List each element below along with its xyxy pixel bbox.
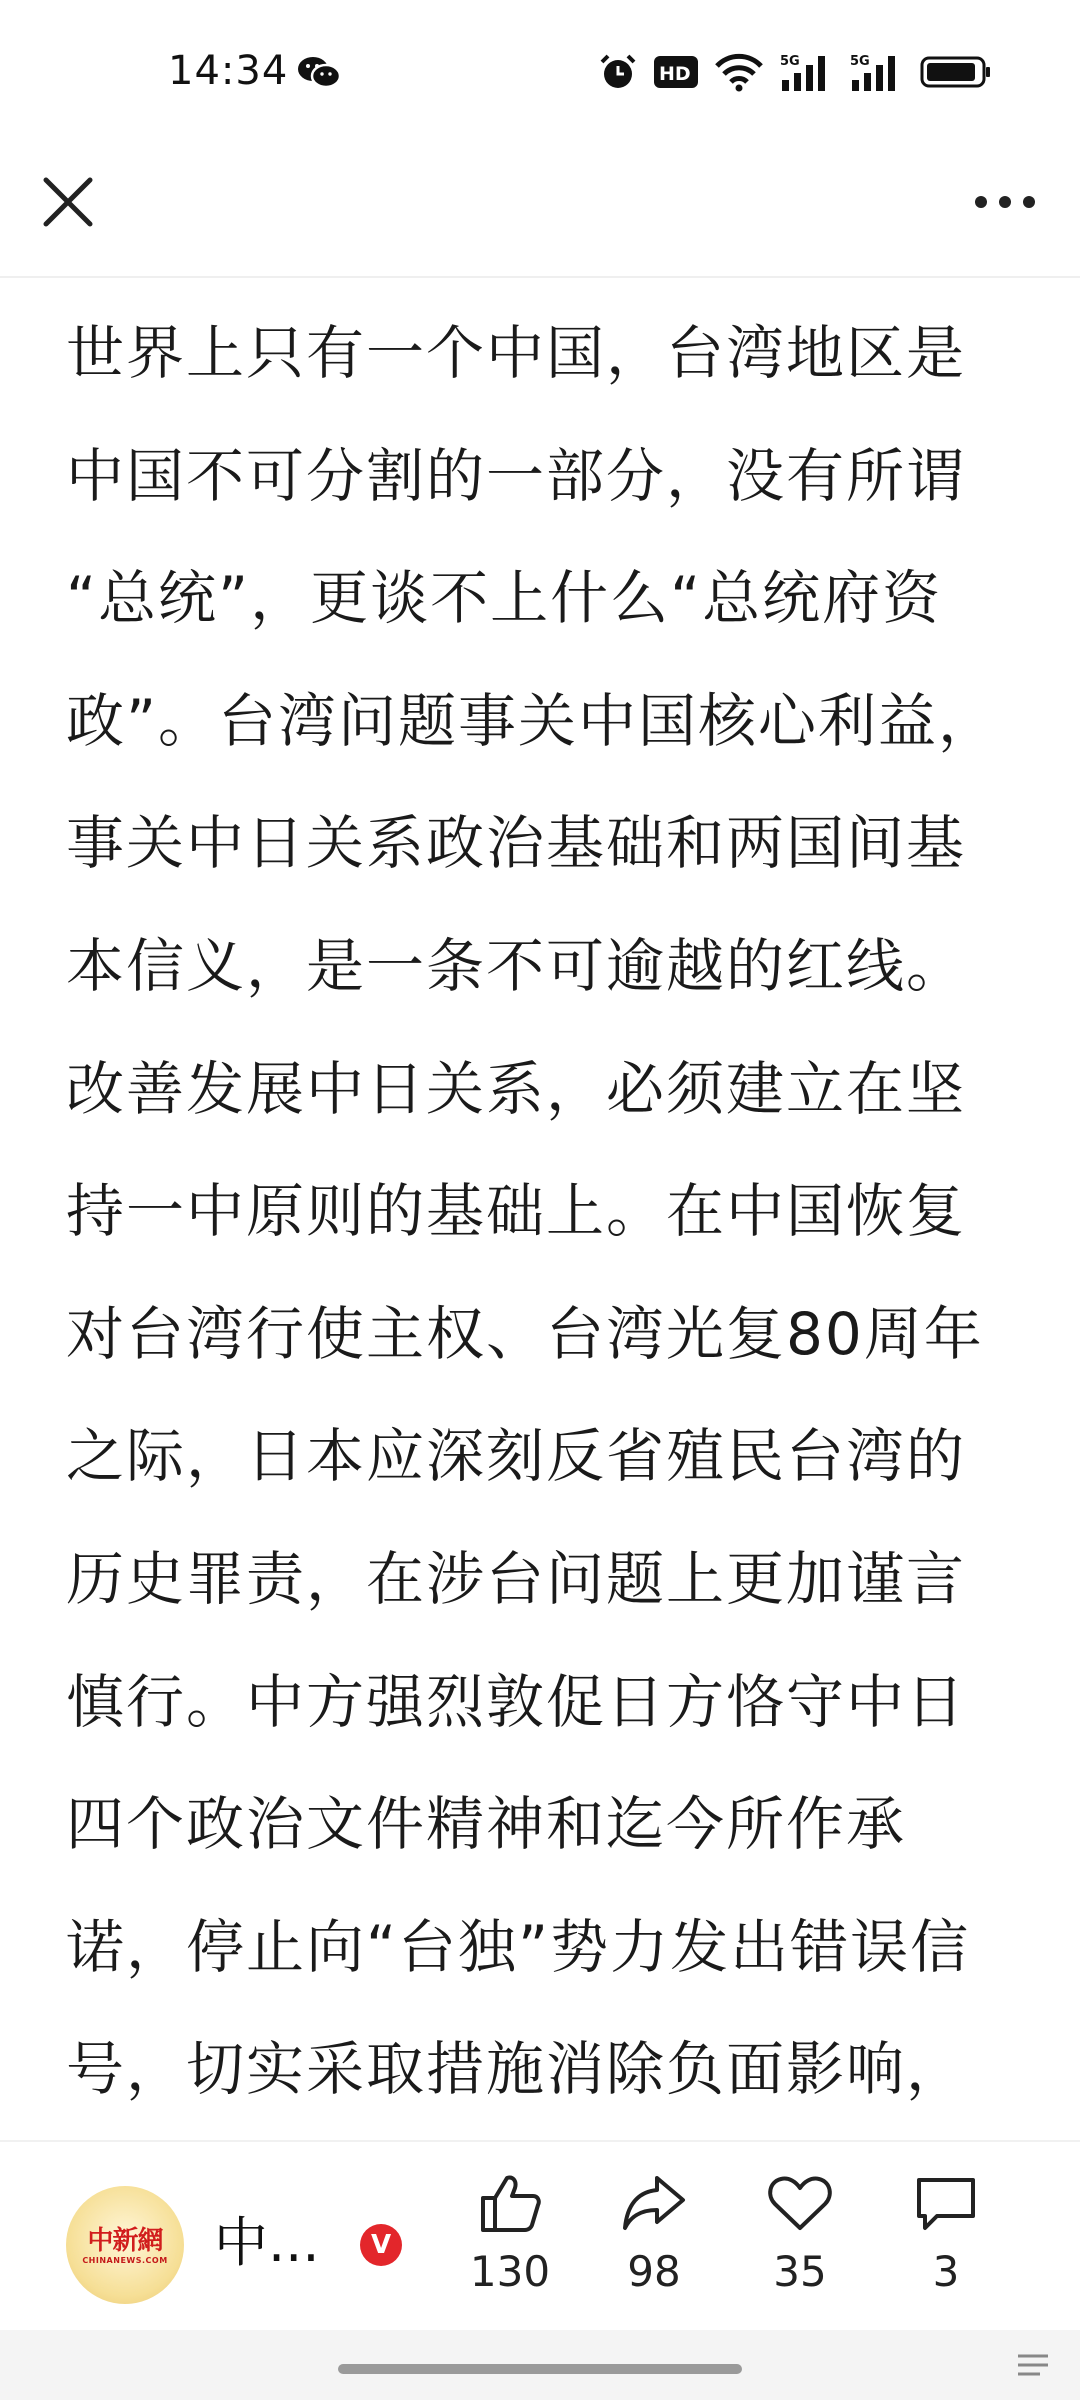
svg-text:5G: 5G [850, 54, 870, 69]
article-line: 持一中原则的基础上。在中国恢复 [66, 1177, 967, 1246]
svg-text:5G: 5G [780, 54, 800, 69]
header-divider [0, 276, 1080, 278]
article-line: 之际，日本应深刻反省殖民台湾的 [66, 1422, 967, 1491]
article-line: 世界上只有一个中国，台湾地区是 [66, 319, 967, 387]
article-line: 四个政治文件精神和迄今所作承 [66, 1790, 907, 1859]
share-button[interactable] [594, 2172, 714, 2322]
article-line: 诺，停止向“台独”势力发出错误信 [66, 1912, 971, 1981]
svg-text:HD: HD [659, 63, 691, 85]
wifi-icon [714, 52, 764, 92]
heart-icon [767, 2172, 833, 2234]
share-count: 98 [627, 2247, 681, 2296]
comment-count: 3 [932, 2247, 960, 2296]
comment-icon [913, 2172, 979, 2234]
battery-icon [920, 54, 992, 90]
chinanews-logo-subtext: CHINANEWS.COM [82, 2255, 168, 2265]
5g-signal-icon [850, 52, 904, 92]
5g-signal-icon [780, 52, 834, 92]
hd-icon [654, 54, 698, 90]
status-bar [0, 0, 1080, 140]
article-line: 号，切实采取措施消除负面影响， [66, 2035, 967, 2104]
author-name[interactable]: 中... [214, 2211, 320, 2274]
article-body [66, 292, 1016, 2131]
more-button[interactable] [970, 182, 1040, 222]
system-nav-bar [0, 2330, 1080, 2400]
close-button[interactable] [36, 170, 100, 234]
share-icon [621, 2172, 687, 2234]
like-button[interactable] [450, 2172, 570, 2322]
article-line: 本信义，是一条不可逾越的红线。 [66, 931, 967, 1000]
article-line: 慎行。中方强烈敦促日方恪守中日 [66, 1667, 967, 1736]
like-count: 130 [469, 2247, 551, 2296]
article-line: 事关中日关系政治基础和两国间基 [66, 809, 967, 878]
author-avatar[interactable] [66, 2186, 184, 2304]
menu-icon[interactable] [1016, 2350, 1050, 2380]
article-line: 改善发展中日关系，必须建立在坚 [66, 1054, 967, 1123]
wechat-icon [296, 54, 342, 90]
thumbs-up-icon [477, 2172, 543, 2234]
article-line: 对台湾行使主权、台湾光复80周年 [66, 1299, 984, 1368]
article-line: “总统”，更谈不上什么“总统府资 [66, 564, 943, 633]
close-icon [36, 170, 100, 234]
chinanews-logo: 中新網 [87, 2225, 163, 2256]
favorite-button[interactable] [740, 2172, 860, 2322]
comment-button[interactable] [886, 2172, 1006, 2322]
top-bar [0, 140, 1080, 276]
article-line: 历史罪责，在涉台问题上更加谨言 [66, 1544, 967, 1613]
article-line: 政”。台湾问题事关中国核心利益， [66, 686, 999, 755]
bottom-action-bar [0, 2140, 1080, 2332]
article-line: 中国不可分割的一部分，没有所谓 [66, 441, 967, 510]
home-gesture-handle[interactable] [338, 2364, 742, 2374]
status-time: 14:34 [168, 48, 289, 94]
alarm-icon [598, 52, 638, 92]
favorite-count: 35 [773, 2247, 827, 2296]
status-icons [598, 48, 992, 96]
verified-badge: V [360, 2224, 402, 2266]
more-icon [970, 182, 1040, 222]
